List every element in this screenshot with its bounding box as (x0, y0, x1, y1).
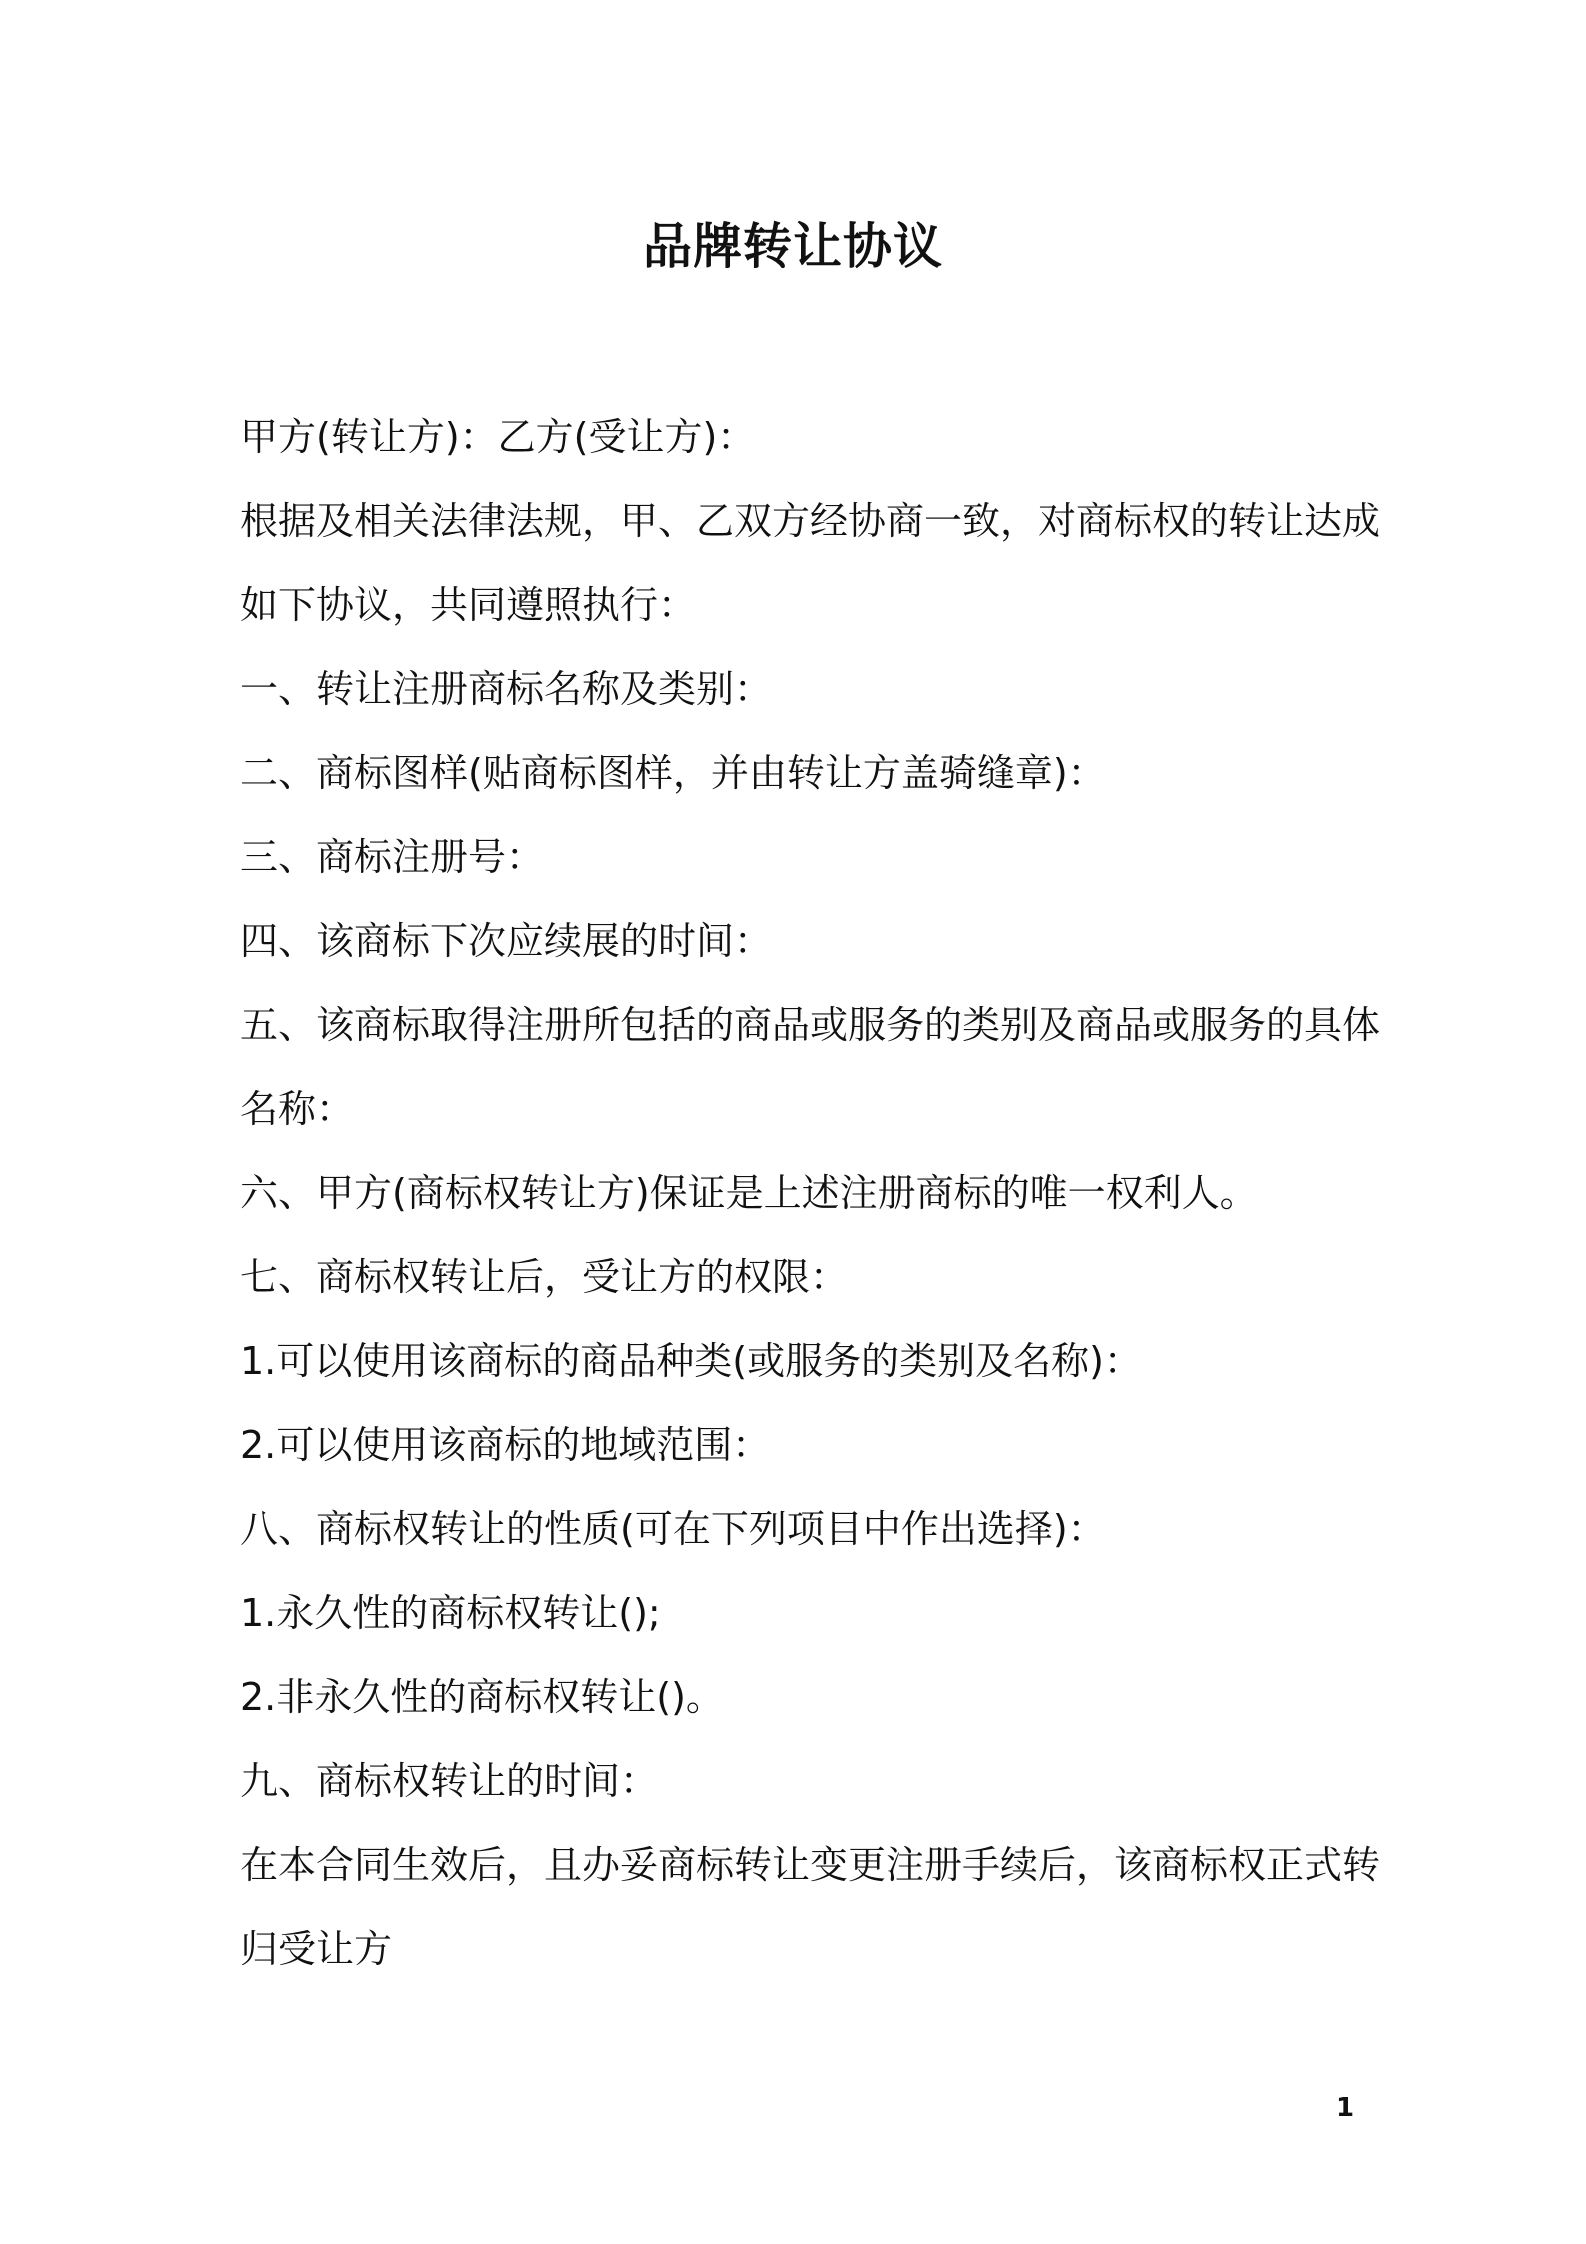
clause-7: 七、商标权转让后，受让方的权限： (240, 1255, 849, 1299)
clause-7-item-1: 1.可以使用该商标的商品种类(或服务的类别及名称)： (240, 1339, 1142, 1383)
clause-5-line-2: 名称： (240, 1087, 355, 1131)
clause-7-item-2: 2.可以使用该商标的地域范围： (240, 1423, 771, 1467)
document-body (240, 395, 1381, 1991)
party-line: 甲方(转让方)：乙方(受让方)： (240, 415, 756, 459)
clause-4: 四、该商标下次应续展的时间： (240, 919, 773, 963)
clause-9-text-line-2: 归受让方 (240, 1927, 393, 1971)
clause-5-line-1: 五、该商标取得注册所包括的商品或服务的类别及商品或服务的具体 (240, 1003, 1381, 1047)
clause-9-text-line-1: 在本合同生效后，且办妥商标转让变更注册手续后，该商标权正式转 (240, 1843, 1381, 1887)
clause-3: 三、商标注册号： (240, 835, 545, 879)
preamble-line-1: 根据及相关法律法规，甲、乙双方经协商一致，对商标权的转让达成 (240, 499, 1381, 543)
clause-6: 六、甲方(商标权转让方)保证是上述注册商标的唯一权利人。 (240, 1171, 1258, 1215)
page-number: 1 (1335, 2093, 1355, 2123)
clause-9: 九、商标权转让的时间： (240, 1759, 659, 1803)
clause-8-item-2: 2.非永久性的商标权转让()。 (240, 1675, 724, 1719)
clause-2: 二、商标图样(贴商标图样，并由转让方盖骑缝章)： (240, 751, 1106, 795)
clause-1: 一、转让注册商标名称及类别： (240, 667, 773, 711)
clause-8: 八、商标权转让的性质(可在下列项目中作出选择)： (240, 1507, 1106, 1551)
document-title: 品牌转让协议 (642, 218, 943, 275)
clause-8-item-1: 1.永久性的商标权转让(); (240, 1591, 661, 1635)
preamble-line-2: 如下协议，共同遵照执行： (240, 583, 697, 627)
